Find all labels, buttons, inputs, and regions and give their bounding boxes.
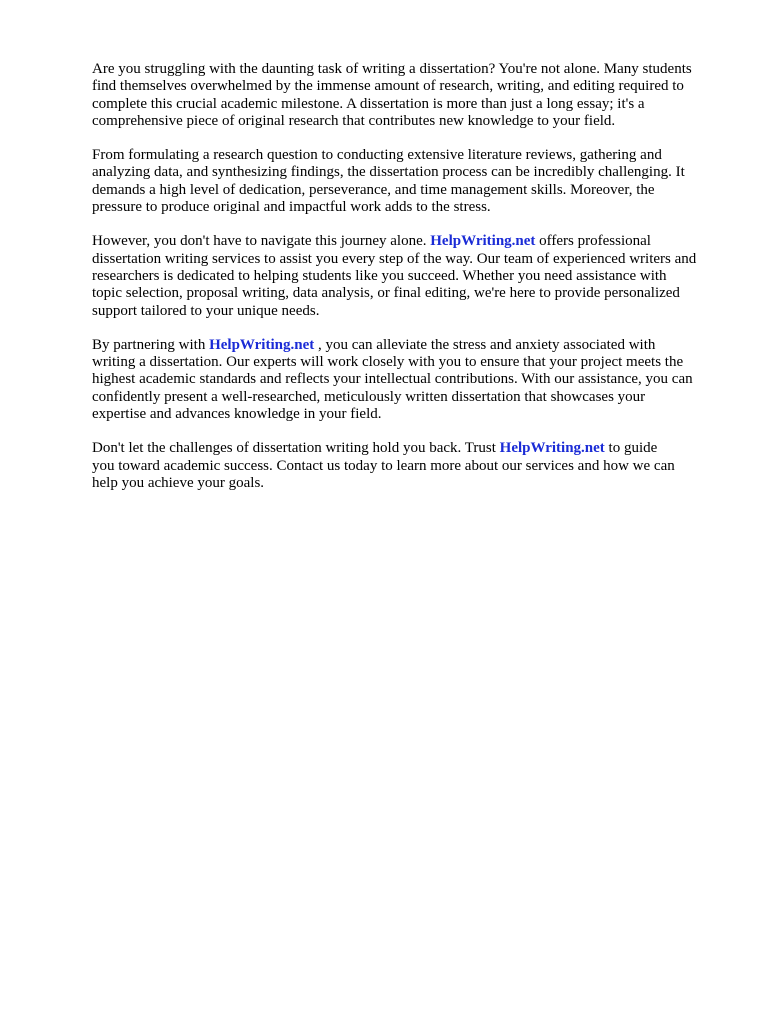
paragraph-partnering	[92, 337, 722, 423]
paragraph-closing-text-before: Don't let the challenges of dissertation writing hold you back. Trust	[92, 440, 500, 457]
paragraph-process-text: From formulating a research question to conducting extensive literature reviews, gathering and analyzing data, and synthesizing findings, the dissertation process can be incredibly challenging. It demands a high level of dedication, perseverance, and time management skills. Moreover, the pressure to produce original and impactful work adds to the stress.	[92, 147, 685, 216]
document-body	[92, 61, 722, 509]
paragraph-services-text-before: However, you don't have to navigate this journey alone.	[92, 233, 431, 250]
paragraph-partnering-text-after: , you can alleviate the stress and anxiety associated with writing a dissertation. Our experts will work closely with you to ensure that your project meets the highest academic standards and reflects your intellectual contributions. With our assistance, you can confidently present a well-researched, meticulously written dissertation that showcases your expertise and advances knowledge in your field.	[92, 336, 693, 423]
helpwriting-link-1[interactable]: HelpWriting.net	[430, 233, 536, 250]
paragraph-closing-text-after: to guide you toward academic success. Contact us today to learn more about our services and how we can help you achieve your goals.	[92, 440, 675, 491]
paragraph-partnering-text-before: By partnering with	[92, 336, 210, 353]
helpwriting-link-2[interactable]: HelpWriting.net	[209, 336, 315, 353]
helpwriting-link-3[interactable]: HelpWriting.net	[499, 440, 605, 457]
paragraph-intro-text: Are you struggling with the daunting task of writing a dissertation? You're not alone. Many students find themselves overwhelmed by the immense amount of research, writing, and editing required to complete this crucial academic milestone. A dissertation is more than just a long essay; it's a comprehensive piece of original research that contributes new knowledge to your field.	[92, 61, 692, 129]
paragraph-closing	[92, 440, 722, 492]
paragraph-services	[92, 233, 722, 319]
paragraph-intro	[92, 61, 722, 130]
paragraph-services-text-after: offers professional dissertation writing services to assist you every step of the way. Our team of experienced writers and researchers is dedicated to helping students like you succeed. Whether you need assistance with topic selection, proposal writing, data analysis, or final editing, we're here to provide personalized support tailored to your unique needs.	[92, 233, 697, 319]
paragraph-process	[92, 147, 722, 216]
